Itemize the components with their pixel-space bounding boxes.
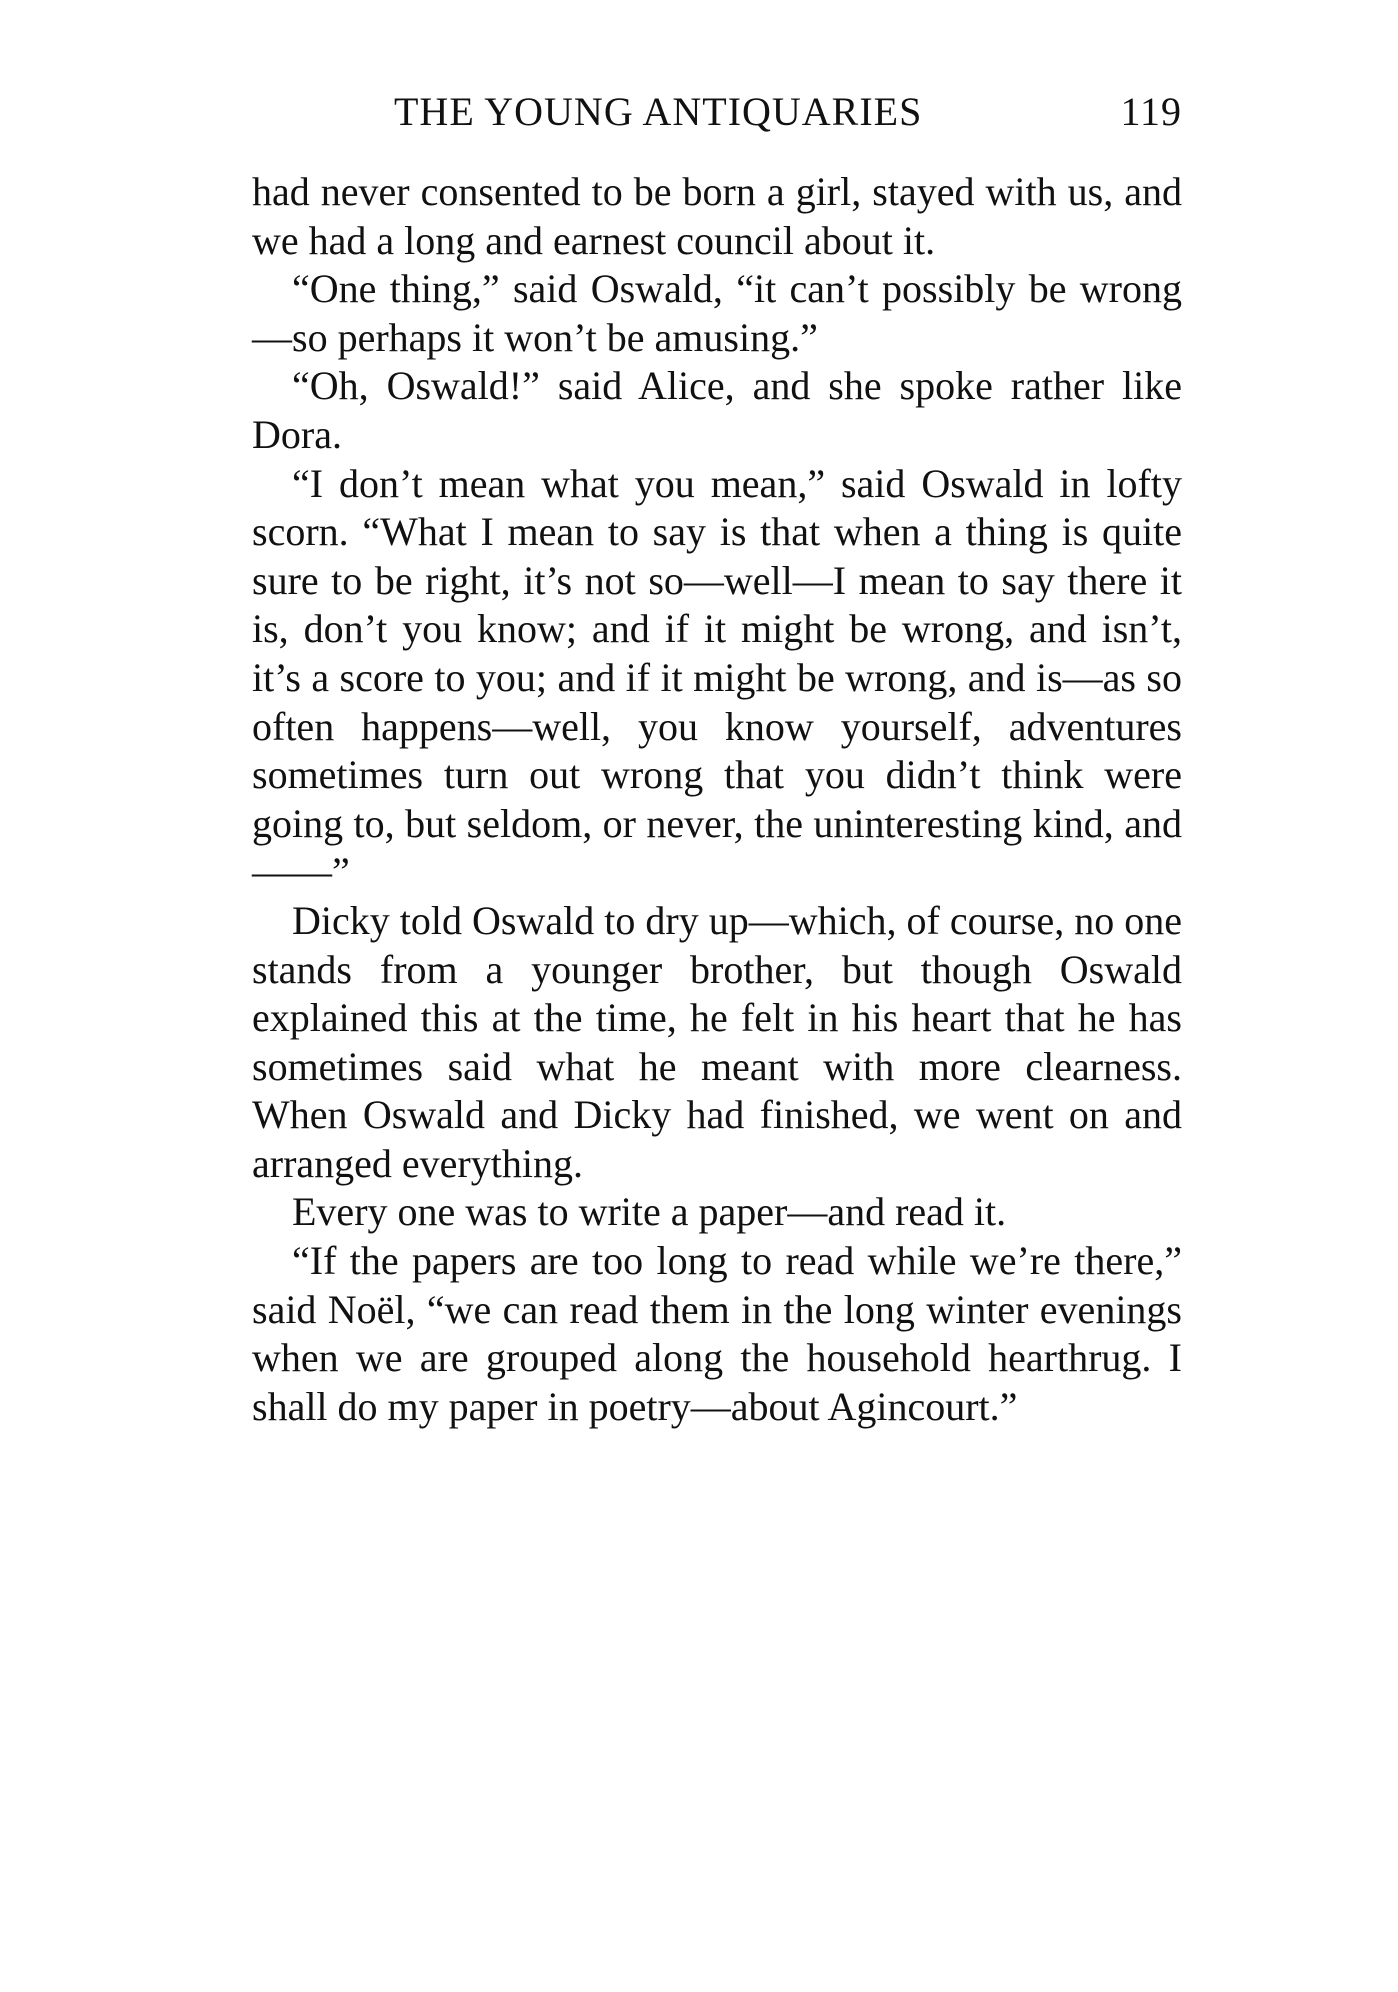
paragraph: Every one was to write a paper—and read it. bbox=[292, 1189, 1007, 1235]
paragraph: had never consented to be born a girl, stayed with us, and we had a long and earnest council about it. bbox=[252, 169, 1182, 263]
paragraph: “One thing,” said Oswald, “it can’t possibly be wrong—so perhaps it won’t be amusing.” bbox=[252, 266, 1182, 360]
running-title: THE YOUNG ANTIQUARIES bbox=[394, 89, 923, 134]
book-page bbox=[252, 88, 1182, 1431]
paragraph: “If the papers are too long to read while we’re there,” said Noël, “we can read them in the long winter evenings when we are grouped along the household hearthrug. I shall do my paper in poetry—about Agincourt.” bbox=[252, 1238, 1182, 1429]
paragraph: Dicky told Oswald to dry up—which, of course, no one stands from a younger brother, but though Oswald explained this at the time, he felt in his heart that he has sometimes said what he meant with more clearness. When Oswald and Dicky had finished, we went on and arranged everything. bbox=[252, 897, 1182, 1186]
paragraph: “Oh, Oswald!” said Alice, and she spoke rather like Dora. bbox=[252, 363, 1182, 457]
running-head bbox=[252, 88, 1182, 148]
paragraph: “I don’t mean what you mean,” said Oswald in lofty scorn. “What I mean to say is that when a thing is quite sure to be right, it’s not so—well—I mean to say there it is, don’t you know; and if it might be wrong, and isn’t, it’s a score to you; and if it might be wrong, and is—as so often happens—well, you know yourself, adventures sometimes turn out wrong that you didn’t think were going to, but seldom, or never, the uninteresting kind, and——” bbox=[252, 460, 1182, 895]
body-text bbox=[252, 168, 1182, 1431]
page-number: 119 bbox=[1120, 89, 1182, 134]
